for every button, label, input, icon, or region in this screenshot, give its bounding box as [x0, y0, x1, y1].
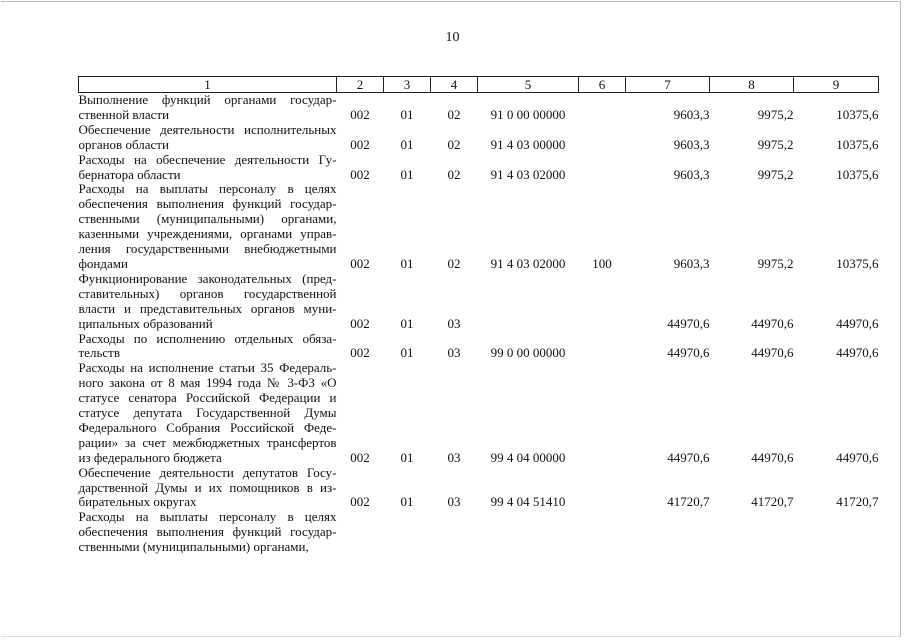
page-number: 10 [445, 30, 460, 45]
expense-type: 100 [592, 255, 612, 271]
amount-col7: 44970,6 [667, 345, 710, 361]
amount-col7: 9603,3 [673, 166, 710, 182]
table-row [79, 510, 879, 555]
col-header-3: 3 [384, 77, 431, 93]
target-code [478, 272, 579, 332]
admin-code: 002 [350, 255, 370, 271]
col-header-4: 4 [431, 77, 478, 93]
row-name: Расходы на выплаты персоналу в целях обеспечения выполнения функций государственными (муниципальными) органами, [78, 509, 337, 555]
amount-col8: 9975,2 [757, 166, 794, 182]
amount-col7: 9603,3 [673, 106, 710, 122]
amount-col7 [626, 510, 710, 555]
section-code: 01 [400, 166, 414, 182]
expense-type [579, 361, 626, 465]
amount-col7: 41720,7 [667, 494, 710, 510]
section-code: 01 [400, 255, 414, 271]
budget-table [78, 76, 879, 555]
expense-type [579, 93, 626, 123]
row-name: Функционирование законодательных (представительных) органов государственной власти и представительных органов муниципальных образований [78, 270, 337, 331]
admin-code: 002 [350, 106, 370, 122]
amount-col9: 10375,6 [836, 166, 879, 182]
amount-col8: 44970,6 [751, 315, 794, 331]
section-code: 01 [400, 449, 414, 465]
section-code [384, 510, 431, 555]
col-header-7: 7 [626, 77, 710, 93]
table-row [79, 272, 879, 332]
admin-code: 002 [350, 494, 370, 510]
col-header-8: 8 [710, 77, 794, 93]
amount-col9: 10375,6 [836, 136, 879, 152]
expense-type [579, 510, 626, 555]
target-code: 99 0 00 00000 [490, 345, 566, 361]
admin-code: 002 [350, 166, 370, 182]
row-name: Обеспечение деятельности депутатов Государственной Думы и их помощников в избирательных округах [78, 464, 337, 510]
expense-type [579, 272, 626, 332]
target-code: 91 0 00 00000 [490, 106, 566, 122]
table-row [79, 466, 879, 511]
subsection-code: 03 [447, 315, 461, 331]
amount-col9 [794, 510, 879, 555]
table-row [79, 182, 879, 271]
subsection-code: 02 [447, 255, 461, 271]
expense-type [579, 332, 626, 362]
section-code: 01 [400, 494, 414, 510]
subsection-code: 02 [447, 106, 461, 122]
amount-col8: 44970,6 [751, 449, 794, 465]
table-row [79, 153, 879, 183]
subsection-code: 02 [447, 166, 461, 182]
amount-col8: 9975,2 [757, 136, 794, 152]
admin-code: 002 [350, 136, 370, 152]
row-name: Выполнение функций органами государственной власти [78, 92, 337, 122]
section-code: 01 [400, 345, 414, 361]
admin-code: 002 [350, 345, 370, 361]
col-header-1: 1 [79, 77, 337, 93]
section-code: 01 [400, 136, 414, 152]
admin-code: 002 [350, 315, 370, 331]
subsection-code: 03 [447, 449, 461, 465]
target-code: 99 4 04 51410 [490, 494, 566, 510]
amount-col9: 44970,6 [836, 315, 879, 331]
col-header-2: 2 [337, 77, 384, 93]
amount-col8 [710, 510, 794, 555]
table-row [79, 361, 879, 465]
target-code: 91 4 03 02000 [490, 255, 566, 271]
subsection-code: 03 [447, 494, 461, 510]
amount-col7: 44970,6 [667, 315, 710, 331]
subsection-code: 02 [447, 136, 461, 152]
expense-type [579, 466, 626, 511]
amount-col7: 9603,3 [673, 255, 710, 271]
subsection-code: 03 [447, 345, 461, 361]
amount-col7: 9603,3 [673, 136, 710, 152]
table-row [79, 332, 879, 362]
row-name: Расходы на исполнение статьи 35 Федерального закона от 8 мая 1994 года № 3-ФЗ «О статусе сенатора Российской Федерации и статусе депутата Государственной Думы Федерального Собрания Российской Федерации» за счет межбюджетных трансфертов из федерального бюджета [78, 360, 337, 465]
row-name: Расходы по исполнению отдельных обязательств [78, 330, 337, 361]
section-code: 01 [400, 106, 414, 122]
col-header-5: 5 [478, 77, 579, 93]
amount-col8: 9975,2 [757, 106, 794, 122]
col-header-9: 9 [794, 77, 879, 93]
target-code: 99 4 04 00000 [490, 449, 566, 465]
row-name: Расходы на выплаты персоналу в целях обеспечения выполнения функций государственными (муниципальными) органами, казенными учреждениями, органами управления государственными внебюджетными фондами [78, 181, 337, 271]
subsection-code [431, 510, 478, 555]
col-header-6: 6 [579, 77, 626, 93]
target-code [478, 510, 579, 555]
amount-col8: 41720,7 [751, 494, 794, 510]
target-code: 91 4 03 02000 [490, 166, 566, 182]
amount-col9: 10375,6 [836, 106, 879, 122]
amount-col8: 9975,2 [757, 255, 794, 271]
admin-code: 002 [350, 449, 370, 465]
amount-col9: 44970,6 [836, 345, 879, 361]
amount-col9: 10375,6 [836, 255, 879, 271]
row-name: Расходы на обеспечение деятельности Губернатора области [78, 151, 337, 182]
amount-col9: 44970,6 [836, 449, 879, 465]
expense-type [579, 153, 626, 183]
admin-code [337, 510, 384, 555]
expense-type [579, 123, 626, 153]
amount-col7: 44970,6 [667, 449, 710, 465]
amount-col9: 41720,7 [836, 494, 879, 510]
section-code: 01 [400, 315, 414, 331]
table-row [79, 93, 879, 123]
amount-col8: 44970,6 [751, 345, 794, 361]
table-row [79, 123, 879, 153]
target-code: 91 4 03 00000 [490, 136, 566, 152]
header-row [79, 77, 879, 93]
row-name: Обеспечение деятельности исполнительных органов области [78, 121, 337, 152]
